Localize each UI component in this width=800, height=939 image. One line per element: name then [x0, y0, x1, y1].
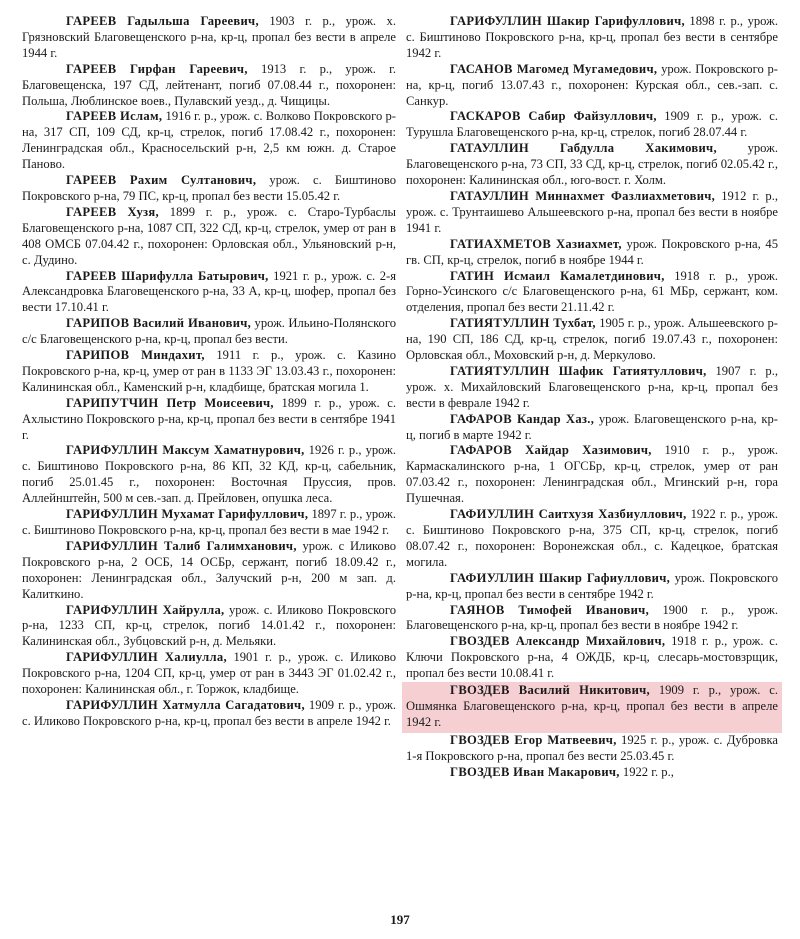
highlighted-entry: [402, 682, 782, 733]
entry-name: ГАРИФУЛЛИН Мухамат Гарифуллович,: [66, 507, 309, 522]
entry-name: ГАРИФУЛЛИН Шакир Гарифуллович,: [450, 14, 685, 28]
entry: [22, 698, 396, 730]
entry-text: 1912 г. р., урож. с. Трунтаишево Альшеевского р-на, пропал без вести в ноябре 1941 г.: [406, 188, 779, 235]
entry-text: урож. с. Биштиново Покровского р-на, 79 ПС, кр-ц, пропал без вести 15.05.42 г.: [22, 173, 397, 203]
entry: [22, 650, 396, 698]
entry: [406, 507, 778, 571]
entry-text: урож. с. Иликово Покровского р-на, 1233 СП, кр-ц, стрелок, погиб 14.01.42 г., похоронен: Калининская обл., Зубцовский р-н, д. Мельяки.: [22, 602, 396, 649]
entry-name: ГАТИЯТУЛЛИН Шафик Гатиятуллович,: [450, 363, 707, 378]
entry: [22, 269, 396, 317]
entry-name: ГВОЗДЕВ Иван Макарович,: [450, 764, 620, 779]
entry-text: урож. Благовещенского р-на, кр-ц, погиб в марте 1942 г.: [406, 411, 778, 442]
entry: [406, 316, 778, 364]
entry-name: ГАРИФУЛЛИН Максум Хаматнурович,: [66, 443, 305, 458]
page-number: 197: [390, 912, 410, 927]
entry: [22, 173, 396, 205]
entry-name: ГАРИФУЛЛИН Халиулла,: [66, 650, 227, 665]
entry-name: ГАСАНОВ Магомед Мугамедович,: [450, 61, 658, 76]
entry-name: ГАТАУЛЛИН Габдулла Хакимович,: [450, 141, 717, 156]
entry: [22, 396, 396, 444]
entry: [22, 62, 396, 110]
entry-text: 1909 г. р., урож. с. Ошмянка Благовещенского р-на, кр-ц, пропал без вести в апреле 1942 г.: [406, 683, 778, 729]
entry-text: урож. Покровского р-на, кр-ц, погиб 13.07.43 г., похоронен: Курская обл., сев.-зап. с. Санкур.: [406, 61, 779, 108]
entry: [406, 189, 778, 237]
entry: [406, 603, 778, 635]
entry-text: 1918 г. р., урож. с. Ключи Покровского р-на, 4 ОЖДБ, кр-ц, слесарь-мостовзрщик, пропал без вести 10.08.41 г.: [406, 634, 778, 681]
entry: [22, 14, 396, 62]
entry-text: 1909 г. р., урож. с. Иликово Покровского р-на, кр-ц, пропал без вести в апреле 1942 г.: [22, 697, 396, 728]
entry-text: 1922 г. р.,: [619, 764, 674, 779]
entry: [406, 412, 778, 444]
entry-name: ГАРИПОВ Миндахит,: [66, 348, 205, 363]
entry-name: ГАТИН Исмаил Камалетдинович,: [450, 268, 665, 283]
entry-text: урож. Ильино-Полянского с/с Благовещенского р-на, кр-ц, пропал без вести.: [22, 316, 397, 347]
entry-text: 1899 г. р., урож. с. Старо-Турбаслы Благовещенского р-на, 1087 СП, 322 СД, кр-ц, стрелок, умер от ран в 408 ОМСБ 07.04.42 г., похоронен: Орловская обл., Ульяновский р-н, с. Дудино.: [22, 204, 396, 267]
entry-name: ГАЯНОВ Тимофей Иванович,: [450, 602, 650, 617]
entry: [22, 348, 396, 396]
entry-name: ГАРИПУТЧИН Петр Моисеевич,: [66, 395, 274, 410]
entry: [406, 237, 778, 269]
entry-text: 1907 г. р., урож. х. Михайловский Благовещенского р-на, кр-ц, пропал без вести в феврале 1942 г.: [406, 363, 778, 410]
entry-text: 1909 г. р., урож. с. Турушла Благовещенского р-на, кр-ц, стрелок, погиб 28.07.44 г.: [406, 109, 778, 140]
left-column: [22, 14, 396, 730]
entry-name: ГАРИПОВ Василий Иванович,: [66, 316, 252, 331]
entry-text: 1916 г. р., урож. с. Волково Покровского р-на, 317 СП, 109 СД, кр-ц, стрелок, погиб 17.08.42 г., похоронен: Ленинградская обл., Красносельский р-н, 2,5 км южн. д. Старое Паново.: [22, 109, 396, 172]
entry-name: ГАРЕЕВ Гадыльша Гареевич,: [66, 14, 259, 28]
entry-text: 1913 г. р., урож. г. Благовещенска, 197 СД, лейтенант, погиб 07.08.44 г., похоронен: Польша, Люблинское воев., Пулавский уезд., д. Чищицы.: [22, 61, 396, 108]
entry: [22, 443, 396, 507]
entry-name: ГАРИФУЛЛИН Хатмулла Сагадатович,: [66, 697, 305, 712]
entry: [406, 141, 778, 189]
entry-name: ГАФАРОВ Хайдар Хазимович,: [450, 443, 652, 458]
entry-text: 1900 г. р., урож. Благовещенского р-на, кр-ц, пропал без вести в ноябре 1942 г.: [406, 602, 778, 633]
entry-text: 1901 г. р., урож. с. Иликово Покровского р-на, 1204 СП, кр-ц, умер от ран в 3443 ЭГ 01.02.42 г., похоронен: Калининская обл., г. Торжок, кладбище.: [22, 650, 396, 697]
entry-name: ГАРИФУЛЛИН Хайрулла,: [66, 602, 225, 617]
entry: [22, 507, 396, 539]
entry-text: 1903 г. р., урож. х. Грязновский Благовещенского р-на, кр-ц, пропал без вести в апреле 1944 г.: [22, 14, 396, 60]
entry: [22, 539, 396, 603]
entry: [22, 205, 396, 269]
entry: [406, 571, 778, 603]
entry-name: ГАРИФУЛЛИН Талиб Галимханович,: [66, 538, 297, 553]
entry-text: урож. Благовещенского р-на, 73 СП, 33 СД, кр-ц, стрелок, погиб 02.05.42 г., похоронен: Калининская обл., юго-вост. г. Холм.: [406, 141, 779, 188]
entry-name: ГАРЕЕВ Гирфан Гареевич,: [66, 61, 248, 76]
entry-name: ГАРЕЕВ Ислам,: [66, 109, 163, 124]
entry-name: ГАРЕЕВ Рахим Султанович,: [66, 173, 257, 188]
entry: [406, 62, 778, 110]
entry-name: ГАФИУЛЛИН Шакир Гафиуллович,: [450, 570, 671, 585]
entry-text: 1918 г. р., урож. Горно-Усинского с/с Благовещенского р-на, 61 МБр, сержант, ком. отделения, пропал без вести 21.11.42 г.: [406, 268, 778, 315]
entry-name: ГАТАУЛЛИН Миннахмет Фазлиахметович,: [450, 188, 716, 203]
entry: [406, 269, 778, 317]
entry-name: ГВОЗДЕВ Александр Михайлович,: [450, 634, 666, 649]
entry-name: ГВОЗДЕВ Егор Матвеевич,: [450, 732, 617, 747]
entry-text: 1922 г. р., урож. с. Биштиново Покровского р-на, 375 СП, кр-ц, стрелок, погиб 08.07.42 г., похоронен: Воронежская обл., с. Кадецкое, братская могила.: [406, 507, 778, 569]
entry-text: 1926 г. р., урож. с. Биштиново Покровского р-на, 86 КП, 32 КД, кр-ц, сабельник, погиб 25.01.45 г., похоронен: Восточная Пруссия, пров. Аллейнштейн, 500 м сев.-зап. д. Прейловен, опушка леса.: [22, 443, 396, 506]
entry-text: 1899 г. р., урож. с. Ахлыстино Покровского р-на, кр-ц, пропал без вести в сентябре 1941 г.: [22, 395, 396, 442]
entry-name: ГАРЕЕВ Хузя,: [66, 204, 159, 219]
entry-name: ГАТИЯТУЛЛИН Тухбат,: [450, 316, 596, 331]
entry-text: 1898 г. р., урож. с. Биштиново Покровского р-на, кр-ц, пропал без вести в сентябре 1942 г.: [406, 14, 778, 60]
entry-name: ГАФАРОВ Кандар Хаз.,: [450, 411, 595, 426]
entry-text: урож. Покровского р-на, 45 гв. СП, кр-ц, стрелок, погиб в ноябре 1944 г.: [406, 236, 778, 267]
entry-text: 1910 г. р., урож. Кармаскалинского р-на, 1 ОГСБр, кр-ц, стрелок, умер от ран 07.03.42 г., похоронен: Ленинградская обл., Мгинский р-н, гора Пушечная.: [406, 443, 778, 506]
entry-name: ГАСКАРОВ Сабир Файзуллович,: [450, 109, 657, 124]
entry-text: 1911 г. р., урож. с. Казино Покровского р-на, кр-ц, умер от ран в 1133 ЭГ 13.03.43 г., похоронен: Калининская обл., Каменский р-н, кладбище, братская могила 1.: [22, 348, 396, 394]
entry-name: ГВОЗДЕВ Василий Никитович,: [450, 683, 651, 698]
entry-name: ГАТИАХМЕТОВ Хазиахмет,: [450, 236, 622, 251]
entry: [406, 733, 778, 765]
entry-text: 1921 г. р., урож. с. 2-я Александровка Благовещенского р-на, 33 А, кр-ц, шофер, пропал без вести 17.10.41 г.: [22, 268, 396, 315]
entry: [406, 109, 778, 141]
entry-text: урож. с Иликово Покровского р-на, 2 ОСБ, 14 ОСБр, сержант, погиб 18.09.42 г., похоронен: Ленинградская обл., Залучский р-н, 200 м зап. д. Калиткино.: [22, 538, 396, 601]
entry: [22, 316, 396, 348]
entry: [406, 14, 778, 62]
entry: [22, 603, 396, 651]
entry: [22, 109, 396, 173]
entry: [406, 443, 778, 507]
entry-text: 1905 г. р., урож. Альшеевского р-на, 190 СП, 186 СД, кр-ц, стрелок, погиб 19.07.43 г., похоронен: Орловская обл., Моховский р-н, д. Меркулово.: [406, 316, 778, 363]
entry: [406, 364, 778, 412]
entry-text: 1897 г. р., урож. с. Биштиново Покровского р-на, кр-ц, пропал без вести в мае 1942 г.: [22, 507, 397, 537]
entry-text: 1925 г. р., урож. с. Дубровка 1-я Покровского р-на, пропал без вести 25.03.45 г.: [406, 732, 779, 763]
right-column: [406, 14, 778, 781]
entry-name: ГАФИУЛЛИН Саитхузя Хазбиуллович,: [450, 507, 687, 522]
entry: [406, 765, 778, 781]
entry: [406, 634, 778, 682]
entry-name: ГАРЕЕВ Шарифулла Батырович,: [66, 268, 269, 283]
entry-text: урож. Покровского р-на, кр-ц, пропал без вести в сентябре 1942 г.: [406, 570, 778, 601]
